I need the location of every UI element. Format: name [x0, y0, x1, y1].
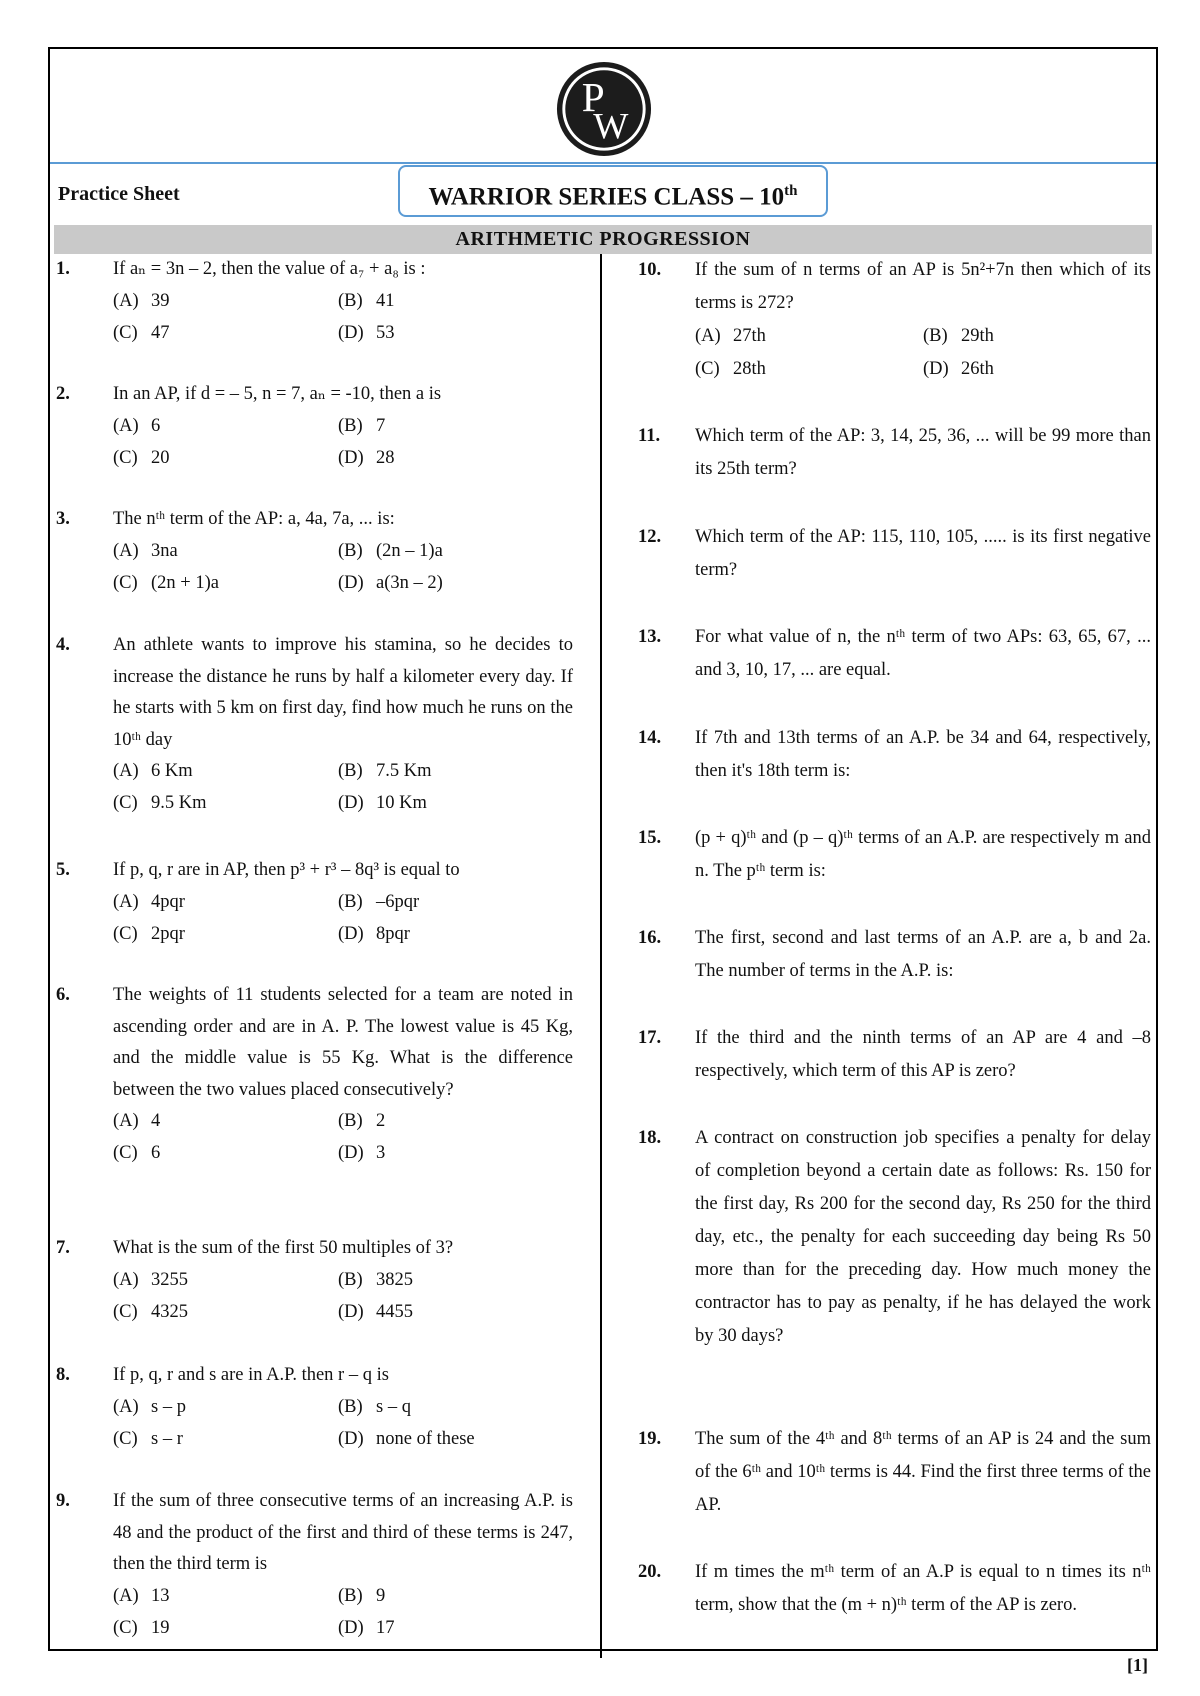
options-grid: [113, 1106, 573, 1169]
option-value: 3255: [151, 1270, 188, 1290]
option-value: 10 Km: [376, 792, 427, 813]
option-value: a(3n – 2): [376, 572, 443, 593]
svg-text:P: P: [581, 73, 605, 120]
option-value: 6: [151, 1142, 161, 1163]
option-a: [113, 756, 338, 788]
question-number: 3.: [56, 509, 70, 529]
option-label: (C): [113, 322, 138, 343]
option-value: 6: [151, 416, 161, 436]
question-number: 8.: [56, 1365, 70, 1385]
options-grid: [113, 1265, 573, 1328]
question-text: For what value of n, the nᵗʰ term of two APs: 63, 65, 67, ... and 3, 10, 17, ... are equal.: [695, 627, 1151, 680]
option-b: [338, 286, 563, 318]
page-number: [1]: [1127, 1655, 1148, 1675]
question-text: The first, second and last terms of an A.P. are a, b and 2a. The number of terms in the A.P. is:: [695, 928, 1151, 981]
options-grid: [113, 1581, 573, 1644]
option-d: [338, 1613, 563, 1645]
option-value: s – q: [376, 1397, 411, 1417]
option-label: (B): [338, 892, 363, 912]
option-label: (B): [338, 291, 363, 311]
question-text: If aₙ = 3n – 2, then the value of a₇ + a₈ is :: [113, 259, 426, 279]
option-label: (D): [923, 359, 949, 379]
option-label: (A): [113, 416, 139, 436]
options-grid: [113, 1392, 573, 1455]
option-label: (A): [695, 326, 721, 346]
option-value: 2: [376, 1111, 386, 1131]
option-a: [113, 286, 338, 318]
series-title-text: WARRIOR SERIES CLASS – 10: [428, 183, 785, 211]
option-c: [113, 788, 338, 820]
question-text: If m times the mᵗʰ term of an A.P is equal to n times its nᵗʰ term, show that the (m + n)ᵗʰ term of the AP is zero.: [695, 1562, 1151, 1615]
option-d: [338, 568, 563, 600]
question-number: 14.: [638, 728, 662, 748]
option-value: 4: [151, 1111, 161, 1131]
option-label: (A): [113, 541, 139, 561]
option-c: [113, 318, 338, 350]
option-value: 3825: [376, 1270, 413, 1290]
option-label: (B): [923, 326, 948, 346]
option-value: 17: [376, 1617, 395, 1638]
header-divider: [50, 162, 1156, 164]
question-number: 18.: [638, 1128, 662, 1148]
option-label: (A): [113, 291, 139, 311]
option-value: 6 Km: [151, 761, 193, 781]
question-text: An athlete wants to improve his stamina, so he decides to increase the distance he runs by half a kilometer every day. If he starts with 5 km on first day, find how much he runs on the 10ᵗʰ day: [113, 635, 573, 750]
option-d: [338, 1424, 563, 1456]
series-title: [398, 165, 828, 217]
question-text: The sum of the 4ᵗʰ and 8ᵗʰ terms of an AP is 24 and the sum of the 6ᵗʰ and 10ᵗʰ terms is 44. Find the first three terms of the AP.: [695, 1429, 1151, 1515]
option-d: [338, 1297, 563, 1329]
option-c: [113, 1138, 338, 1170]
option-c: [113, 1424, 338, 1456]
options-grid: [113, 887, 573, 950]
option-d: [338, 919, 563, 951]
question-text: The weights of 11 students selected for a team are noted in ascending order and are in A. P. The lowest value is 45 Kg, and the middle value is 55 Kg. What is the difference between the two values placed consecutively?: [113, 985, 573, 1100]
option-c: [113, 919, 338, 951]
option-value: 13: [151, 1586, 170, 1606]
option-label: (A): [113, 1397, 139, 1417]
series-title-sup: th: [784, 183, 798, 199]
option-a: [113, 1392, 338, 1424]
option-label: (B): [338, 541, 363, 561]
option-d: [338, 318, 563, 350]
question-text: (p + q)ᵗʰ and (p – q)ᵗʰ terms of an A.P. are respectively m and n. The pᵗʰ term is:: [695, 828, 1151, 881]
topic-banner: ARITHMETIC PROGRESSION: [54, 225, 1152, 254]
option-d: [923, 353, 1151, 386]
option-label: (C): [113, 1428, 138, 1449]
option-value: (2n + 1)a: [151, 572, 219, 593]
option-value: 41: [376, 291, 395, 311]
option-label: (A): [113, 761, 139, 781]
pw-logo-icon: [555, 60, 653, 158]
option-c: [113, 1297, 338, 1329]
option-b: [923, 320, 1151, 353]
question-number: 2.: [56, 384, 70, 404]
option-c: [113, 568, 338, 600]
option-b: [338, 536, 563, 568]
option-d: [338, 788, 563, 820]
option-value: none of these: [376, 1428, 475, 1449]
options-grid: [695, 320, 1155, 386]
option-label: (A): [113, 1586, 139, 1606]
option-label: (A): [113, 1111, 139, 1131]
option-value: 29th: [961, 326, 994, 346]
option-value: 53: [376, 322, 395, 343]
option-value: 3na: [151, 541, 178, 561]
option-a: [113, 536, 338, 568]
option-label: (C): [113, 923, 138, 944]
option-b: [338, 756, 563, 788]
question-number: 7.: [56, 1238, 70, 1258]
option-b: [338, 1392, 563, 1424]
option-value: 4325: [151, 1301, 188, 1322]
option-label: (B): [338, 1397, 363, 1417]
question-number: 5.: [56, 860, 70, 880]
question-number: 6.: [56, 985, 70, 1005]
question-number: 4.: [56, 635, 70, 655]
option-label: (D): [338, 1428, 364, 1449]
option-d: [338, 443, 563, 475]
column-divider: [600, 254, 602, 1658]
option-a: [695, 320, 923, 353]
options-grid: [113, 286, 573, 349]
option-label: (C): [113, 572, 138, 593]
option-label: (C): [695, 359, 720, 379]
question-number: 20.: [638, 1562, 662, 1582]
option-label: (C): [113, 1617, 138, 1638]
option-value: 7: [376, 416, 386, 436]
question-text: Which term of the AP: 115, 110, 105, ..... is its first negative term?: [695, 527, 1151, 580]
question-number: 17.: [638, 1028, 662, 1048]
question-text: If the sum of three consecutive terms of an increasing A.P. is 48 and the product of the first and third of these terms is 247, then the third term is: [113, 1491, 573, 1574]
option-value: 26th: [961, 359, 994, 379]
option-label: (D): [338, 1142, 364, 1163]
question-text: The nᵗʰ term of the AP: a, 4a, 7a, ... is:: [113, 509, 395, 529]
question-text: In an AP, if d = – 5, n = 7, aₙ = -10, then a is: [113, 384, 442, 404]
option-label: (A): [113, 1270, 139, 1290]
option-value: –6pqr: [376, 892, 420, 912]
option-value: 39: [151, 291, 170, 311]
option-label: (C): [113, 792, 138, 813]
option-value: 4pqr: [151, 892, 185, 912]
option-a: [113, 1106, 338, 1138]
option-value: 28th: [733, 359, 766, 379]
option-label: (C): [113, 1301, 138, 1322]
option-label: (C): [113, 1142, 138, 1163]
option-label: (D): [338, 447, 364, 468]
question-text: Which term of the AP: 3, 14, 25, 36, ... will be 99 more than its 25th term?: [695, 426, 1151, 479]
option-c: [695, 353, 923, 386]
option-value: 7.5 Km: [376, 761, 432, 781]
option-c: [113, 443, 338, 475]
option-value: 28: [376, 447, 395, 468]
option-label: (B): [338, 1270, 363, 1290]
option-value: 8pqr: [376, 923, 410, 944]
option-label: (C): [113, 447, 138, 468]
practice-sheet-label: Practice Sheet: [58, 183, 180, 205]
option-label: (D): [338, 1301, 364, 1322]
option-b: [338, 887, 563, 919]
option-value: 3: [376, 1142, 386, 1163]
option-c: [113, 1613, 338, 1645]
option-value: 20: [151, 447, 170, 468]
option-value: 2pqr: [151, 923, 185, 944]
option-value: 19: [151, 1617, 170, 1638]
option-value: 27th: [733, 326, 766, 346]
option-label: (D): [338, 572, 364, 593]
question-number: 11.: [638, 426, 661, 446]
options-grid: [113, 411, 573, 474]
question-number: 9.: [56, 1491, 70, 1511]
option-value: s – p: [151, 1397, 186, 1417]
option-b: [338, 411, 563, 443]
option-b: [338, 1265, 563, 1297]
options-grid: [113, 756, 573, 819]
options-grid: [113, 536, 573, 599]
option-label: (D): [338, 923, 364, 944]
question-text: If 7th and 13th terms of an A.P. be 34 and 64, respectively, then it's 18th term is:: [695, 728, 1151, 781]
option-label: (D): [338, 1617, 364, 1638]
question-number: 1.: [56, 259, 70, 279]
question-number: 10.: [638, 260, 662, 280]
question-number: 16.: [638, 928, 662, 948]
option-b: [338, 1581, 563, 1613]
option-label: (B): [338, 1586, 363, 1606]
option-d: [338, 1138, 563, 1170]
option-a: [113, 1265, 338, 1297]
option-label: (B): [338, 1111, 363, 1131]
option-label: (B): [338, 761, 363, 781]
question-text: If p, q, r are in AP, then p³ + r³ – 8q³ is equal to: [113, 860, 460, 880]
option-a: [113, 887, 338, 919]
option-b: [338, 1106, 563, 1138]
option-a: [113, 1581, 338, 1613]
svg-text:W: W: [593, 106, 629, 148]
question-text: If the third and the ninth terms of an AP are 4 and –8 respectively, which term of this AP is zero?: [695, 1028, 1151, 1081]
question-text: A contract on construction job specifies a penalty for delay of completion beyond a certain date as follows: Rs. 150 for the first day, Rs 200 for the second day, Rs 250 for the third day, etc., the penalty for each succeeding day being Rs 50 more than for the preceding day. How much money the contractor has to pay as penalty, if he has delayed the work by 30 days?: [695, 1128, 1151, 1346]
option-label: (D): [338, 792, 364, 813]
option-value: (2n – 1)a: [376, 541, 443, 561]
question-number: 15.: [638, 828, 662, 848]
question-number: 12.: [638, 527, 662, 547]
question-number: 19.: [638, 1429, 662, 1449]
option-value: 47: [151, 322, 170, 343]
option-value: 9: [376, 1586, 386, 1606]
question-text: If the sum of n terms of an AP is 5n²+7n then which of its terms is 272?: [695, 260, 1151, 313]
option-a: [113, 411, 338, 443]
option-label: (B): [338, 416, 363, 436]
question-text: If p, q, r and s are in A.P. then r – q is: [113, 1365, 389, 1385]
option-value: 9.5 Km: [151, 792, 207, 813]
option-value: 4455: [376, 1301, 413, 1322]
question-text: What is the sum of the first 50 multiples of 3?: [113, 1238, 454, 1258]
option-label: (D): [338, 322, 364, 343]
question-number: 13.: [638, 627, 662, 647]
option-label: (A): [113, 892, 139, 912]
option-value: s – r: [151, 1428, 183, 1449]
